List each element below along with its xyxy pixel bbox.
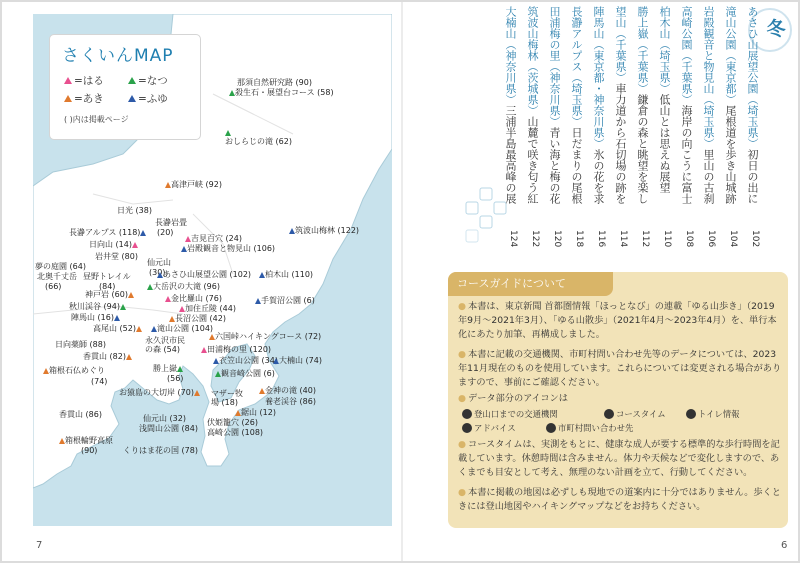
icon-legend-contact: 市町村問い合わせ先 <box>546 422 633 434</box>
season-triangle-icon <box>225 130 231 136</box>
toilet-icon <box>686 409 696 419</box>
course-guide-title: コースガイドについて <box>448 272 613 296</box>
map-place-label: 伏姫籠穴 (26) <box>207 418 258 427</box>
map-place-label: 日向山 (14) <box>89 240 138 249</box>
map-place-label: 殺生石・展望台コース (58) <box>229 88 334 97</box>
icon-legend-time: コースタイム <box>604 408 666 420</box>
map-place-label: 箱根輪野高原 <box>59 436 113 445</box>
map-place-label: 高津戸峡 (92) <box>165 180 222 189</box>
map-place-label: 香貫山 (82) <box>83 352 132 361</box>
page-number-left: 7 <box>36 540 43 551</box>
map-place-label: (74) <box>91 377 108 386</box>
map-place-label: 永久沢市民の森 (54) <box>145 336 185 354</box>
map-place-label: 衣笠山公園 (34) <box>213 356 278 365</box>
toc-entry[interactable]: 勝上嶽（千葉県）鎌倉の森と眺望を楽し 112 <box>636 6 650 248</box>
bullet-icon: ● <box>458 301 467 312</box>
season-triangle-icon <box>194 390 200 396</box>
season-triangle-icon <box>114 315 120 321</box>
toc-entry[interactable]: 滝山公園（東京都）尾根道を歩き山城跡 104 <box>724 6 738 248</box>
map-place-label: 高尾山 (52) <box>93 324 142 333</box>
season-triangle-icon <box>132 242 138 248</box>
toc-entry[interactable]: 高崎公園（千葉県）海岸の向こうに富士 108 <box>680 6 694 248</box>
map-place-label: 秋川渓谷 (94) <box>69 302 126 311</box>
map-place-label: 箱根石仏めぐり <box>43 366 105 375</box>
bullet-icon: ● <box>458 487 467 498</box>
book-spread <box>2 2 798 561</box>
guide-paragraph: ● データ部分のアイコンは <box>458 393 568 404</box>
map-place-label: 香貫山 (86) <box>59 410 102 419</box>
season-triangle-icon <box>177 366 183 372</box>
legend-autumn: =あき <box>64 91 104 106</box>
map-place-label: 日光 (38) <box>117 206 152 215</box>
legend-winter: =ふゆ <box>128 91 168 106</box>
map-place-label: 観音崎公園 (6) <box>215 369 275 378</box>
map-place-label: (20) <box>157 228 174 237</box>
map-place-label: (66) <box>45 282 62 291</box>
season-triangle-icon <box>120 304 126 310</box>
map-place-label: 六国峠ハイキングコース (72) <box>209 332 321 341</box>
map-place-label: おしらじの滝 (62) <box>225 128 292 146</box>
map-place-label: 大楠山 (74) <box>273 356 322 365</box>
map-place-label: 鋸山 (12) <box>235 408 276 417</box>
toc-entry[interactable]: 柏木山（埼玉県）低山とは思えぬ展望 110 <box>658 6 672 248</box>
map-place-label: 夢の庭園 (64) <box>35 262 86 271</box>
toc-entry[interactable]: 大楠山（神奈川県）三浦半島最高峰の展 124 <box>504 6 518 248</box>
map-place-label: 那須自然研究路 (90) <box>237 78 312 87</box>
clock-icon <box>604 409 614 419</box>
map-place-label: (84) <box>99 282 116 291</box>
guide-paragraph: ● 本書に掲載の地図は必ずしも現地での道案内に十分ではありません。歩くときには登山地図やハイキングマップなどをお持ちください。 <box>458 487 781 513</box>
phone-icon <box>546 423 556 433</box>
map-place-label: 加住丘陵 (44) <box>179 304 236 313</box>
toc-entry[interactable]: 岩殿観音と物見山（埼玉県）里山の古刹 106 <box>702 6 716 248</box>
map-place-label: 岩井堂 (80) <box>95 252 138 261</box>
map-place-label: 金神の滝 (40) <box>259 386 316 395</box>
legend-summer: =なつ <box>128 73 168 88</box>
map-place-label: 田浦梅の里 (120) <box>201 345 271 354</box>
map-place-label: 岩殿観音と物見山 (106) <box>181 244 275 253</box>
season-badge-winter: 冬 <box>759 12 793 46</box>
map-place-label: 仙元山 (32) <box>143 414 186 423</box>
map-place-label: 長沼公園 (42) <box>169 314 226 323</box>
toc-entry[interactable]: 長瀞アルプス（埼玉県）日だまりの尾根 118 <box>570 6 584 248</box>
legend-title: さくいんMAP <box>62 46 174 66</box>
map-place-label: 陣馬山 (16) <box>71 313 120 322</box>
map-place-label: 大岳沢の大滝 (96) <box>147 282 220 291</box>
map-place-label: 勝上嶽 <box>153 364 183 373</box>
bullet-icon: ● <box>458 439 467 450</box>
map-place-label: 手賀沼公園 (6) <box>255 296 315 305</box>
map-legend <box>49 34 201 140</box>
icon-legend-advice: アドバイス <box>462 422 516 434</box>
legend-note: ( )内は掲載ページ <box>64 115 129 124</box>
map-place-label: (56) <box>167 374 184 383</box>
guide-paragraph: ● 本書は、東京新聞 首都圏情報「ほっとなび」の連載「ゆる山歩き」（2019年9月～2021年3月）、「ゆる山散歩」（2021年4月～2023年4月）を、単行本化にあたり加筆、再構成しました。 <box>458 301 777 341</box>
toc-entry[interactable]: あさひ山展望公園（埼玉県）初日の出に 102 <box>746 6 760 248</box>
map-place-label: 筑波山梅林 (122) <box>289 226 359 235</box>
season-triangle-icon <box>140 230 146 236</box>
map-place-label: (90) <box>81 446 98 455</box>
blue-triangle-icon <box>128 95 136 102</box>
season-triangle-icon <box>126 354 132 360</box>
toc-entry[interactable]: 望山（千葉県）車力道から石切場の跡を 114 <box>614 6 628 248</box>
guide-paragraph: ● 本書に記載の交通機関、市町村問い合わせ先等のデータについては、2023年11月現在のものを使用しています。これらについては変更される場合がありますので、事前にご確認ください。 <box>458 349 782 389</box>
map-place-label: お猿島の大切岸 (70) <box>119 388 200 397</box>
season-triangle-icon <box>128 292 134 298</box>
map-place-label: 滝山公園 (104) <box>151 324 213 333</box>
course-guide-box <box>448 272 788 528</box>
toc-entry[interactable]: 田浦梅の里（神奈川県）青い海と梅の花 120 <box>548 6 562 248</box>
map-place-label: 仙元山 <box>147 258 171 267</box>
map-place-label: 柏木山 (110) <box>259 270 313 279</box>
map-place-label: 昼野トレイル <box>83 272 131 281</box>
bullet-icon: ● <box>458 349 467 360</box>
map-place-label: 金比羅山 (76) <box>165 294 222 303</box>
pink-triangle-icon <box>64 77 72 84</box>
table-of-contents <box>476 2 792 252</box>
toc-entry[interactable]: 陣馬山（東京都・神奈川県）氷の花を求 116 <box>592 6 606 248</box>
page-number-right: 6 <box>781 540 788 551</box>
icon-legend-station: 登山口までの交通機関 <box>462 408 558 420</box>
map-place-label: 吉見百穴 (24) <box>185 234 242 243</box>
spine <box>401 2 403 561</box>
map-place-label: 長瀞岩畳 <box>155 218 187 227</box>
map-place-label: 北奥千丈岳 <box>37 272 77 281</box>
orange-triangle-icon <box>64 95 72 102</box>
map-place-label: 養老渓谷 (86) <box>265 397 316 406</box>
bullet-icon: ● <box>458 393 467 404</box>
train-icon <box>462 409 472 419</box>
map-place-label: マザー牧場 (18) <box>211 389 243 407</box>
season-triangle-icon <box>136 326 142 332</box>
legend-spring: =はる <box>64 73 104 88</box>
toc-entry[interactable]: 筑波山梅林（茨城県）山麓で咲き匂う紅 122 <box>526 6 540 248</box>
map-place-label: (30) <box>149 268 166 277</box>
icon-legend-toilet: トイレ情報 <box>686 408 739 420</box>
green-triangle-icon <box>128 77 136 84</box>
guide-paragraph: ● コースタイムは、実測をもとに、健康な成人が要する標準的な歩行時間を記載しています。休憩時間は含みません。体力や天候などで変化しますので、あくまでも目安として考え、無理のない計画を立て、行動してください。 <box>458 439 780 479</box>
index-map <box>33 14 392 526</box>
map-place-label: 日向薬師 (88) <box>55 340 106 349</box>
map-place-label: 高崎公園 (108) <box>207 428 264 437</box>
map-place-label: 神戸岩 (60) <box>85 290 134 299</box>
map-place-label: 浅間山公園 (84) <box>139 424 198 433</box>
advice-icon <box>462 423 472 433</box>
map-place-label: くりはま花の国 (78) <box>123 446 198 455</box>
map-place-label: あさひ山展望公園 (102) <box>157 270 251 279</box>
map-place-label: 長瀞アルプス (118) <box>69 228 146 237</box>
